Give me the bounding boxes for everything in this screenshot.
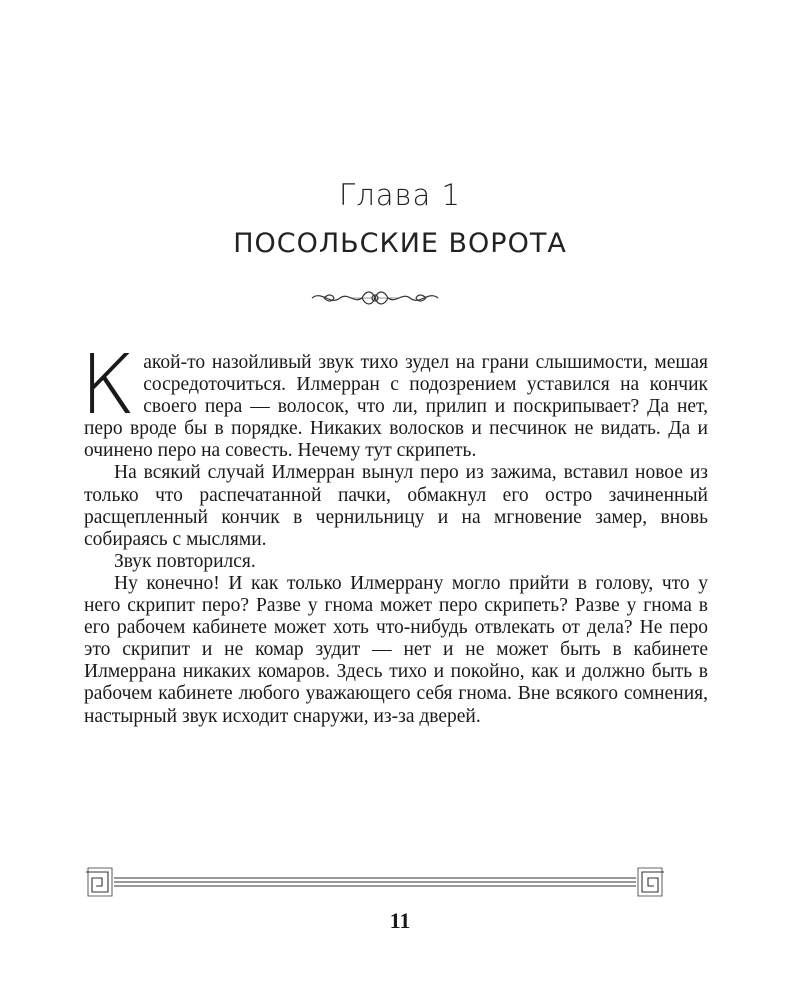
chapter-title: ПОСОЛЬСКИЕ ВОРОТА xyxy=(233,228,567,259)
bottom-border-ornament-icon xyxy=(84,866,666,898)
chapter-number: Глава 1 xyxy=(339,178,461,212)
drop-cap: К xyxy=(80,338,136,433)
paragraph-1-text: акой-то назойливый звук тихо зудел на грани слышимости, мешая сосредоточиться. Илмерран с подозрением уставился на кончик своего пера — волосок, что ли, прилип и поскрипывает? Да нет, перо вроде бы в порядке. Никаких волосков и песчинок не видать. Да и очинено перо на совесть. Нечему тут скрипеть. xyxy=(84,352,708,462)
paragraph-2: На всякий случай Илмерран вынул перо из зажима, вставил новое из только что распечатанной пачки, обмакнул его остро зачиненный расщепленный кончик в чернильницу и на мгновение замер, вновь собираясь с мыслями. xyxy=(84,462,708,550)
paragraph-4: Ну конечно! И как только Илмеррану могло прийти в голову, что у него скрипит перо? Разве у гнома может перо скрипеть? Разве у гнома в его рабочем кабинете может хоть что-нибудь отвлекать от дела? Не перо это скрипит и не комар зудит — нет и не может быть в кабинете Илмеррана никаких комаров. Здесь тихо и покойно, как и должно быть в рабочем кабинете любого уважающего себя гнома. Вне всякого сомнения, настырный звук исходит снаружи, из-за дверей. xyxy=(84,572,708,727)
page-number: 11 xyxy=(389,908,411,933)
paragraph-3: Звук повторился. xyxy=(114,550,256,572)
chapter-ornament-icon xyxy=(310,286,440,310)
paragraph-1 xyxy=(80,338,708,462)
body-text xyxy=(80,338,708,728)
